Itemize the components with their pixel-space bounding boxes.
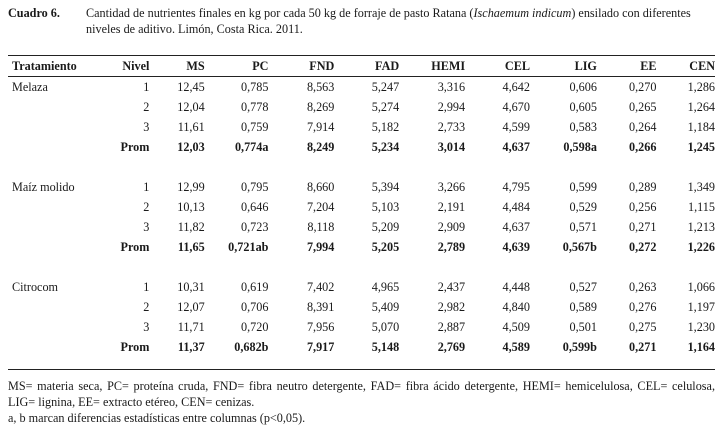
level-cell: 3 xyxy=(143,320,150,334)
value-cell: 0,720 xyxy=(241,320,269,334)
footnote-significance: a, b marcan diferencias estadísticas entre columnas (p<0,05). xyxy=(8,411,306,425)
value-cell: 4,637 xyxy=(502,220,530,234)
value-cell: 4,670 xyxy=(502,100,530,114)
level-cell: 2 xyxy=(143,100,150,114)
value-cell: 0,583 xyxy=(569,120,597,134)
table-row xyxy=(8,197,715,217)
table-row-average xyxy=(8,137,715,157)
spacer-cell xyxy=(8,257,715,277)
table-bottom-rule xyxy=(8,369,715,370)
value-cell: 2,769 xyxy=(437,340,466,354)
value-cell: 0,706 xyxy=(241,300,269,314)
value-cell: 2,733 xyxy=(437,120,466,134)
level-cell: 2 xyxy=(143,200,150,214)
caption-label: Cuadro 6. xyxy=(8,6,60,20)
footnote-abbreviations: MS= materia seca, PC= proteína cruda, FND= fibra neutro detergente, FAD= fibra ácido detergente, HEMI= hemicelulosa, CEL= celulosa, LIG= lignina, EE= extracto etéreo, CEN= cenizas. xyxy=(8,379,715,409)
value-cell: 4,795 xyxy=(502,180,530,194)
value-cell: 0,599 xyxy=(569,180,597,194)
value-cell: 2,887 xyxy=(437,320,466,334)
level-cell: 1 xyxy=(143,80,150,94)
value-cell: 4,599 xyxy=(502,120,530,134)
value-cell: 8,563 xyxy=(306,80,335,94)
treatment-cell: Maíz molido xyxy=(12,180,75,194)
caption-text-after: ) ensilado con diferentes niveles de aditivo. Limón, Costa Rica. 2011. xyxy=(86,6,691,36)
treatment-cell xyxy=(8,97,113,117)
value-cell: 2,437 xyxy=(437,280,466,294)
value-cell: 7,204 xyxy=(306,200,335,214)
value-cell: 10,13 xyxy=(177,200,205,214)
value-cell: 5,209 xyxy=(371,220,400,234)
value-cell: 4,639 xyxy=(502,240,530,254)
value-cell: 12,07 xyxy=(177,300,205,314)
value-cell: 5,148 xyxy=(371,340,400,354)
value-cell: 8,660 xyxy=(306,180,335,194)
header-fnd: FND xyxy=(309,59,335,73)
table-row xyxy=(8,277,715,297)
treatment-cell xyxy=(8,197,113,217)
value-cell: 0,266 xyxy=(629,140,657,154)
value-cell: 0,646 xyxy=(241,200,269,214)
value-cell: 0,527 xyxy=(569,280,597,294)
value-cell: 7,917 xyxy=(306,340,335,354)
value-cell: 0,606 xyxy=(569,80,597,94)
table-row xyxy=(8,177,715,197)
header-ee: EE xyxy=(640,59,657,73)
level-cell: Prom xyxy=(120,340,150,354)
group-spacer xyxy=(8,257,715,277)
value-cell: 4,637 xyxy=(502,140,530,154)
value-cell: 2,994 xyxy=(437,100,466,114)
value-cell: 0,275 xyxy=(629,320,657,334)
level-cell: 1 xyxy=(143,280,150,294)
value-cell: 1,349 xyxy=(687,180,715,194)
value-cell: 7,994 xyxy=(306,240,335,254)
value-cell: 11,61 xyxy=(177,120,205,134)
value-cell: 1,164 xyxy=(687,340,715,354)
header-nivel: Nivel xyxy=(122,59,150,73)
level-cell: 1 xyxy=(143,180,150,194)
value-cell: 0,599b xyxy=(562,340,597,354)
value-cell: 4,840 xyxy=(502,300,530,314)
value-cell: 0,571 xyxy=(569,220,597,234)
header-hemi: HEMI xyxy=(431,59,466,73)
value-cell: 0,529 xyxy=(569,200,597,214)
value-cell: 0,759 xyxy=(241,120,269,134)
value-cell: 12,45 xyxy=(177,80,205,94)
level-cell: Prom xyxy=(120,140,150,154)
table-row xyxy=(8,117,715,137)
header-tratamiento: Tratamiento xyxy=(12,59,77,73)
value-cell: 2,789 xyxy=(437,240,466,254)
value-cell: 3,014 xyxy=(437,140,466,154)
value-cell: 12,03 xyxy=(177,140,205,154)
value-cell: 0,774a xyxy=(234,140,269,154)
header-lig: LIG xyxy=(574,59,597,73)
treatment-cell xyxy=(8,217,113,237)
table-row xyxy=(8,77,715,97)
value-cell: 2,982 xyxy=(437,300,466,314)
header-fad: FAD xyxy=(375,59,400,73)
value-cell: 11,71 xyxy=(177,320,205,334)
value-cell: 0,289 xyxy=(629,180,657,194)
value-cell: 1,115 xyxy=(688,200,715,214)
treatment-cell: Citrocom xyxy=(12,280,59,294)
value-cell: 1,245 xyxy=(687,140,715,154)
value-cell: 0,501 xyxy=(569,320,597,334)
level-cell: 3 xyxy=(143,220,150,234)
value-cell: 0,598a xyxy=(563,140,597,154)
header-ms: MS xyxy=(186,59,205,73)
value-cell: 1,184 xyxy=(687,120,715,134)
value-cell: 0,682b xyxy=(234,340,269,354)
value-cell: 0,589 xyxy=(569,300,597,314)
caption-text-before: Cantidad de nutrientes finales en kg por cada 50 kg de forraje de pasto Ratana ( xyxy=(86,6,474,20)
value-cell: 0,271 xyxy=(629,340,657,354)
value-cell: 0,271 xyxy=(629,220,657,234)
value-cell: 0,619 xyxy=(241,280,269,294)
value-cell: 4,509 xyxy=(502,320,530,334)
level-cell: Prom xyxy=(120,240,150,254)
value-cell: 8,249 xyxy=(306,140,335,154)
group-spacer xyxy=(8,157,715,177)
value-cell: 12,04 xyxy=(177,100,205,114)
table-footnote xyxy=(8,378,715,426)
value-cell: 4,589 xyxy=(502,340,530,354)
value-cell: 7,956 xyxy=(306,320,335,334)
level-cell: 2 xyxy=(143,300,150,314)
spacer-cell xyxy=(8,157,715,177)
header-cel: CEL xyxy=(504,59,530,73)
value-cell: 4,484 xyxy=(502,200,530,214)
value-cell: 11,82 xyxy=(177,220,205,234)
value-cell: 0,270 xyxy=(629,80,657,94)
value-cell: 7,402 xyxy=(306,280,335,294)
value-cell: 1,230 xyxy=(687,320,715,334)
table-row-average xyxy=(8,337,715,357)
value-cell: 0,567b xyxy=(562,240,597,254)
value-cell: 0,721ab xyxy=(228,240,269,254)
value-cell: 0,272 xyxy=(629,240,657,254)
value-cell: 4,965 xyxy=(371,280,400,294)
value-cell: 5,274 xyxy=(371,100,400,114)
value-cell: 5,247 xyxy=(371,80,400,94)
treatment-cell xyxy=(8,337,113,357)
value-cell: 4,642 xyxy=(502,80,530,94)
value-cell: 5,234 xyxy=(371,140,400,154)
table-row-average xyxy=(8,237,715,257)
table-row xyxy=(8,297,715,317)
value-cell: 10,31 xyxy=(177,280,205,294)
value-cell: 8,391 xyxy=(306,300,335,314)
table-caption xyxy=(8,5,714,37)
value-cell: 5,070 xyxy=(371,320,400,334)
value-cell: 0,265 xyxy=(629,100,657,114)
table-row xyxy=(8,97,715,117)
treatment-cell xyxy=(8,317,113,337)
value-cell: 12,99 xyxy=(177,180,205,194)
value-cell: 5,409 xyxy=(371,300,400,314)
value-cell: 4,448 xyxy=(502,280,530,294)
value-cell: 8,118 xyxy=(307,220,335,234)
header-cen: CEN xyxy=(689,59,715,73)
value-cell: 0,256 xyxy=(629,200,657,214)
value-cell: 3,266 xyxy=(437,180,466,194)
value-cell: 3,316 xyxy=(437,80,466,94)
caption-species: Ischaemum indicum xyxy=(473,6,572,20)
value-cell: 1,213 xyxy=(687,220,715,234)
value-cell: 0,263 xyxy=(629,280,657,294)
treatment-cell xyxy=(8,297,113,317)
value-cell: 1,197 xyxy=(687,300,715,314)
table-row xyxy=(8,317,715,337)
value-cell: 0,723 xyxy=(241,220,269,234)
value-cell: 5,394 xyxy=(371,180,400,194)
value-cell: 0,264 xyxy=(629,120,657,134)
value-cell: 7,914 xyxy=(306,120,335,134)
value-cell: 8,269 xyxy=(306,100,335,114)
table-body xyxy=(8,77,715,357)
value-cell: 11,65 xyxy=(177,240,205,254)
value-cell: 5,103 xyxy=(371,200,400,214)
header-pc: PC xyxy=(252,59,269,73)
value-cell: 0,795 xyxy=(241,180,269,194)
value-cell: 1,264 xyxy=(687,100,715,114)
value-cell: 1,066 xyxy=(687,280,715,294)
value-cell: 0,605 xyxy=(569,100,597,114)
value-cell: 0,778 xyxy=(241,100,269,114)
caption-text xyxy=(8,5,714,37)
level-cell: 3 xyxy=(143,120,150,134)
value-cell: 0,785 xyxy=(241,80,269,94)
table-header-row xyxy=(8,56,715,77)
value-cell: 2,191 xyxy=(437,200,466,214)
treatment-cell xyxy=(8,117,113,137)
value-cell: 5,205 xyxy=(371,240,400,254)
value-cell: 11,37 xyxy=(177,340,205,354)
table-row xyxy=(8,217,715,237)
nutrients-table xyxy=(8,56,715,357)
value-cell: 1,226 xyxy=(687,240,715,254)
value-cell: 5,182 xyxy=(371,120,400,134)
value-cell: 2,909 xyxy=(437,220,466,234)
value-cell: 0,276 xyxy=(629,300,657,314)
treatment-cell xyxy=(8,237,113,257)
treatment-cell: Melaza xyxy=(12,80,48,94)
treatment-cell xyxy=(8,137,113,157)
value-cell: 1,286 xyxy=(687,80,715,94)
